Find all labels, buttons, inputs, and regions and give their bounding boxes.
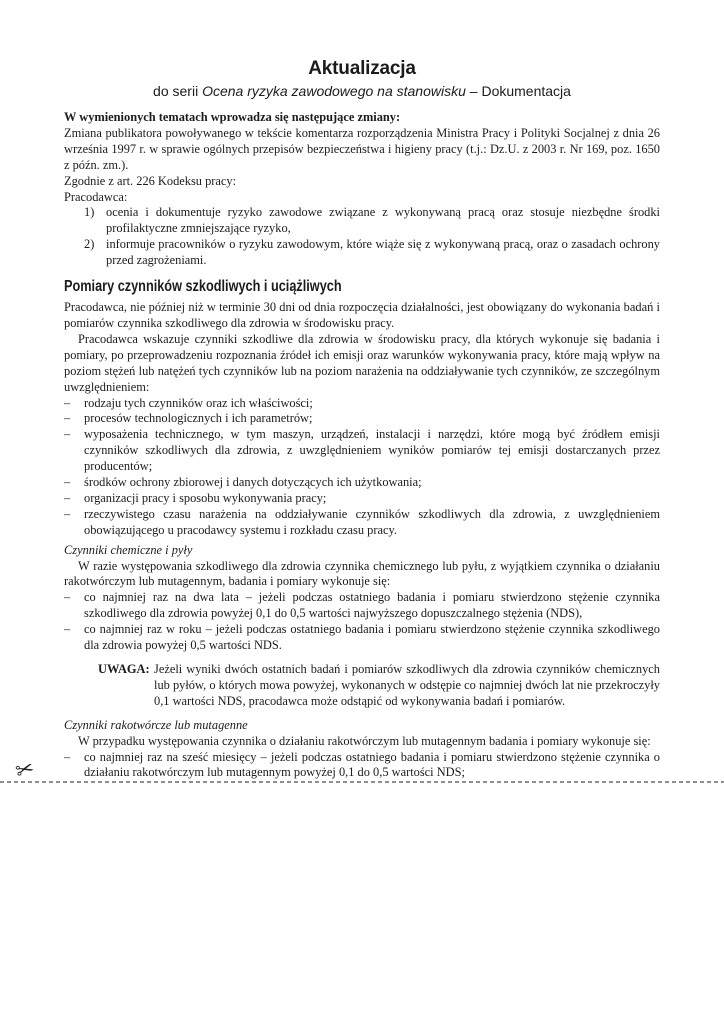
dash-marker: – [64,395,71,410]
item-text: co najmniej raz w roku – jeżeli podczas ostatniego badania i pomiaru stwierdzono stężenie czynnika szkodliwego dla zdrowia powyżej 0,5 wartości NDS. [84,622,660,653]
note-label: UWAGA: [98,662,150,676]
list-item [64,427,660,475]
carcinogenic-paragraph: W przypadku występowania czynnika o działaniu rakotwórczym lub mutagennym badania i pomiary wykonuje się: [78,733,651,748]
list-item [64,411,660,427]
list-item [64,475,660,491]
list-item [84,237,660,269]
dash-marker: – [64,490,71,505]
list-item [84,205,660,237]
item-text: co najmniej raz na sześć miesięcy – jeżeli podczas ostatniego badania i pomiaru stwierdzono stężenie czynnika o działaniu rakotwórczym lub mutagennym powyżej 0,1 do 0,5 wartości NDS; [84,749,660,780]
page-subtitle [64,82,660,100]
list-item [64,750,660,782]
dash-marker: – [64,749,71,764]
dash-marker: – [64,411,71,426]
subtitle-prefix: do serii [153,83,203,99]
subheading-chemical-factors: Czynniki chemiczne i pyły [64,542,193,557]
list-item [64,396,660,412]
item-text: organizacji pracy i sposobu wykonywania pracy; [84,490,327,505]
changes-heading: W wymienionych tematach wprowadza się następujące zmiany: [64,110,401,124]
item-text: informuje pracowników o ryzyku zawodowym, które wiąże się z wykonywaną pracą, oraz o zasadach ochrony przed zagrożeniami. [106,237,660,268]
list-item [64,622,660,654]
dash-marker: – [64,590,71,605]
page-title: Aktualizacja [308,58,416,79]
employer-duties-list [84,205,660,269]
factors-consideration-list [64,396,660,539]
dash-marker: – [64,622,71,637]
item-number: 1) [84,205,95,220]
chemical-paragraph: W razie występowania szkodliwego dla zdrowia czynnika chemicznego lub pyłu, z wyjątkiem czynnika o działaniu rakotwórczym lub mutagennym, badania i pomiary wykonuje się: [64,558,660,589]
list-item [64,491,660,507]
carcinogenic-frequency-list [64,750,660,782]
kodeks-line: Zgodnie z art. 226 Kodeksu pracy: [64,173,237,188]
item-text: co najmniej raz na dwa lata – jeżeli podczas ostatniego badania i pomiaru stwierdzono stężenie czynnika szkodliwego dla zdrowia powyżej 0,1 do 0,5 wartości najwyższego dopuszczalnego stężenia (NDS), [84,590,660,621]
dash-marker: – [64,475,71,490]
item-text: procesów technologicznych i ich parametrów; [84,411,313,426]
measurements-paragraph-1: Pracodawca, nie później niż w terminie 30 dni od dnia rozpoczęcia działalności, jest obowiązany do wykonania badań i pomiarów czynnika szkodliwego dla zdrowia w środowisku pracy. [64,300,660,330]
subtitle-suffix: – Dokumentacja [465,83,571,99]
item-text: rodzaju tych czynników oraz ich właściwości; [84,395,313,410]
subtitle-series-title: Ocena ryzyka zawodowego na stanowisku [202,83,466,99]
item-text: wyposażenia technicznego, w tym maszyn, urządzeń, instalacji i narzędzi, które mogą być źródłem emisji czynników szkodliwych dla zdrowia, z uwzględnieniem wyników pomiarów tej emisji dostarczanych przez producentów; [84,427,660,474]
note-text: Jeżeli wyniki dwóch ostatnich badań i pomiarów szkodliwych dla zdrowia czynników chemicznych lub pyłów, o których mowa powyżej, wykonanych w odstępie co najmniej dwóch lat nie przekroczyły 0,1 wartości NDS, pracodawca może odstąpić od wykonywania badań i pomiarów. [154,662,660,708]
item-text: ocenia i dokumentuje ryzyko zawodowe związane z wykonywaną pracą oraz stosuje niezbędne środki profilaktyczne zmniejszające ryzyko, [106,205,660,236]
pracodawca-line: Pracodawca: [64,189,128,204]
subheading-carcinogenic-factors: Czynniki rakotwórcze lub mutagenne [64,717,248,732]
item-text: rzeczywistego czasu narażenia na oddziaływanie czynników szkodliwych dla zdrowia, z uwzględnieniem obowiązującego u pracodawcy systemu i rozkładu czasu pracy. [84,506,660,537]
measurements-paragraph-2: Pracodawca wskazuje czynniki szkodliwe dla zdrowia w środowisku pracy, dla których wykonuje się badania i pomiary, po przeprowadzeniu rozpoznania źródeł ich emisji oraz warunków wykonywania pracy, które mają wpływ na poziom stężeń lub natężeń tych czynników lub na poziom narażenia na oddziaływanie tych czynników, ze szczególnym uwzględnieniem: [64,331,660,394]
section-heading-measurements: Pomiary czynników szkodliwych i uciążliwych [64,278,342,296]
list-item [64,590,660,622]
dash-marker: – [64,427,71,442]
change-paragraph: Zmiana publikatora powoływanego w tekście komentarza rozporządzenia Ministra Pracy i Polityki Socjalnej z dnia 26 września 1997 r. w sprawie ogólnych przepisów bezpieczeństwa i higieny pracy (t.j.: Dz.U. z 2003 r. Nr 169, poz. 1650 z późn. zm.). [64,125,660,172]
chemical-frequency-list [64,590,660,654]
list-item [64,507,660,539]
item-text: środków ochrony zbiorowej i danych dotyczących ich użytkowania; [84,475,422,490]
item-number: 2) [84,237,95,252]
dash-marker: – [64,506,71,521]
scissors-icon: ✂ [12,755,38,786]
note-block [98,662,660,710]
